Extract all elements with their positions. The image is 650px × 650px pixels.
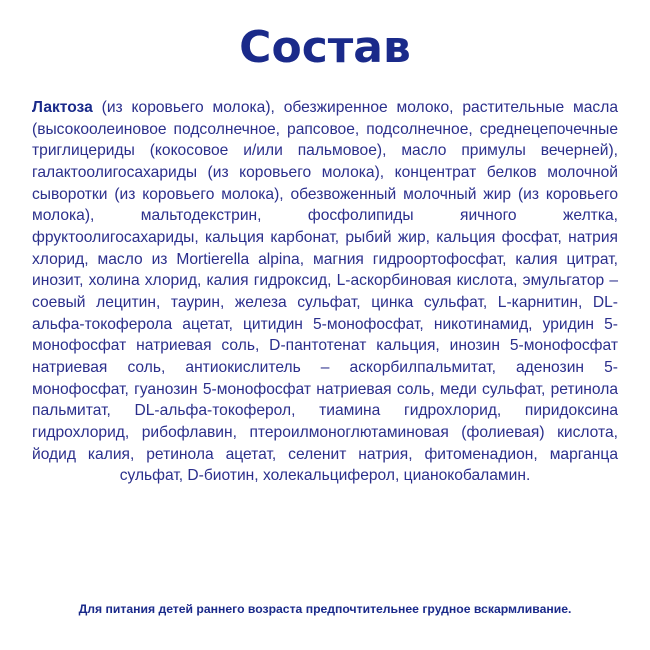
ingredient-list: (из коровьего молока), обезжиренное молоко, растительные масла (высокоолеиновое подсолнечное, рапсовое, подсолнечное, среднецепочечные триглицериды (кокосовое и/или пальмовое), масло примулы вечерней), галактоолигосахариды (из коровьего молока), концентрат белков молочной сыворотки (из коровьего молока), обезвоженный молочный жир (из коровьего молока), мальтодекстрин, фосфолипиды яичного желтка, фруктоолигосахариды, кальция карбонат, рыбий жир, кальция фосфат, натрия хлорид, масло из Mortierella alpina, магния гидроортофосфат, калия цитрат, инозит, холина хлорид, калия гидроксид, L-аскорбиновая кислота, эмульгатор – соевый лецитин, таурин, железа сульфат, цинка сульфат, L-карнитин, DL-альфа-токоферола ацетат, цитидин 5-монофосфат, никотинамид, уридин 5-монофосфат натриевая соль, D-пантотенат кальция, инозин 5-монофосфат натриевая соль, антиокислитель – аскорбилпальмитат, аденозин 5-монофосфат, гуанозин 5-монофосфат натриевая соль, меди сульфат, ретинола пальмитат, DL-альфа-токоферол, тиамина гидрохлорид, пиридоксина гидрохлорид, рибофлавин, птероилмоноглютаминовая (фолиевая) кислота, йодид калия, ретинола ацетат, селенит натрия, фитоменадион, марганца сульфат, D-биотин, холекальциферол, цианокобаламин. xyxy=(32,99,618,485)
composition-text xyxy=(32,97,618,487)
breastfeeding-notice: Для питания детей раннего возраста предпочтительнее грудное вскармливание. xyxy=(78,602,572,616)
lead-ingredient: Лактоза xyxy=(32,99,93,116)
page-title: Состав xyxy=(239,22,411,73)
